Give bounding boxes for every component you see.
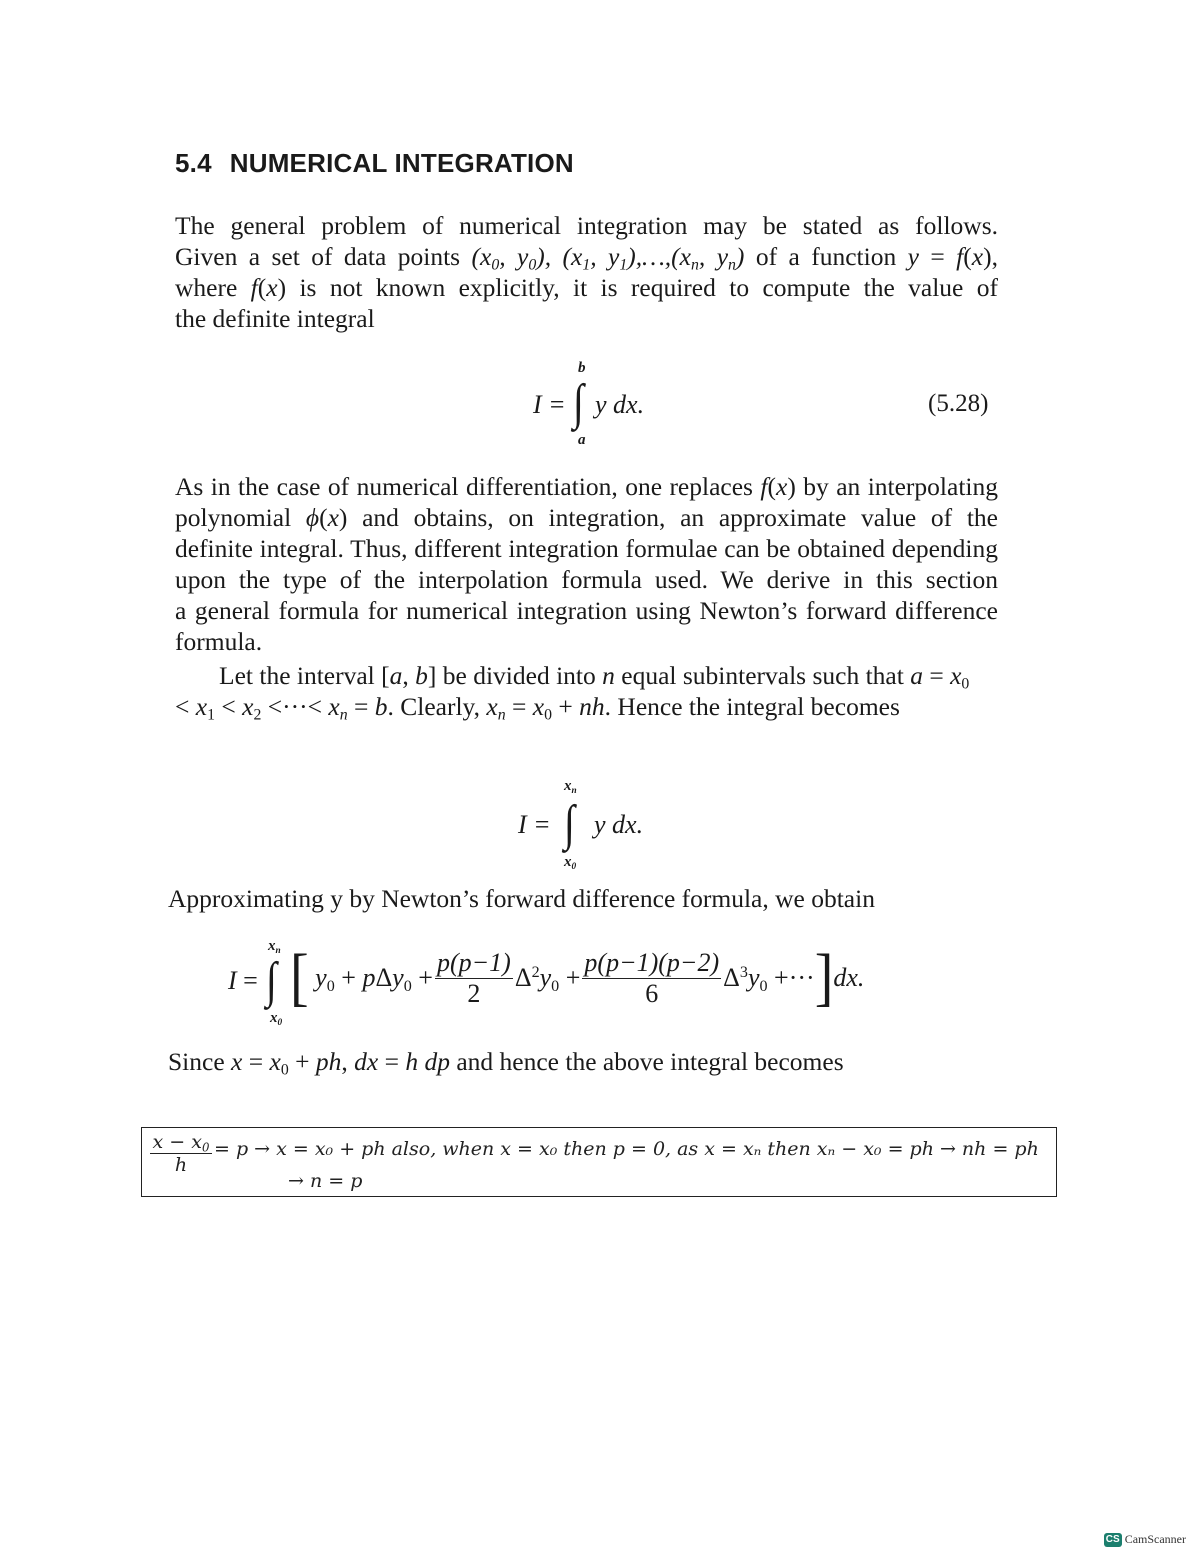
paragraph-line: polynomial ϕ(x) and obtains, on integration, an approximate value of the — [175, 503, 998, 532]
paragraph-line: Given a set of data points ($x_0$, $y_0$), ($x_1$, $y_1),\dots,(x_n$, $y_n$) of a function y = f(x), — [175, 242, 998, 274]
integrand: y dx. — [595, 390, 645, 419]
paragraph-line: a general formula for numerical integration using Newton’s forward difference — [175, 596, 998, 625]
integral-sign: ∫ — [573, 373, 584, 430]
paragraph-line: definite integral. Thus, different integration formulae can be obtained depending — [175, 534, 998, 563]
handwritten-note-box — [141, 1127, 1057, 1197]
right-bracket: ] — [814, 942, 834, 1014]
upper-limit: $x_n$ — [268, 938, 281, 956]
section-title: NUMERICAL INTEGRATION — [229, 148, 574, 178]
paragraph-line: where f(x) is not known explicitly, it is required to compute the value of — [175, 273, 998, 302]
camscanner-logo: CS — [1104, 1533, 1122, 1547]
paragraph-line: The general problem of numerical integration may be stated as follows. — [175, 211, 998, 240]
upper-limit: $x_n$ — [564, 778, 577, 796]
differential: dx. — [833, 963, 865, 992]
note-line-2: → n = p — [288, 1170, 363, 1192]
note-line-1: = p → x = x₀ + ph also, when x = x₀ then p = 0, as x = xₙ then xₙ − x₀ = ph → nh = ph — [214, 1138, 1039, 1160]
lower-limit: a — [578, 432, 586, 448]
paragraph-problem-statement — [175, 210, 998, 334]
integral-sign: ∫ — [564, 794, 575, 851]
paragraph-line: upon the type of the interpolation formula used. We derive in this section — [175, 565, 998, 594]
equation-integral-xn — [518, 778, 658, 873]
integrand: y dx. — [594, 810, 644, 839]
camscanner-text: CamScanner — [1124, 1532, 1186, 1546]
integral-lhs: I = — [518, 810, 551, 839]
section-heading — [175, 148, 574, 179]
fraction-term-3: $\frac{p(p-1)(p-2)}{6}$ — [584, 947, 720, 1008]
upper-limit: b — [578, 360, 586, 376]
paragraph-line: As in the case of numerical differentiation, one replaces f(x) by an interpolating — [175, 472, 998, 501]
paragraph-line: Approximating y by Newton’s forward difference formula, we obtain — [168, 884, 875, 913]
equation-newton-integral — [228, 938, 968, 1033]
integral-lhs: I = — [228, 966, 258, 995]
paragraph-line: < $x_1 < x_2$ <···< $x_n = b$. Clearly, $x_n = x_0$ + nh. Hence the integral becomes — [175, 692, 900, 724]
paragraph-line: formula. — [175, 627, 263, 656]
paragraph-line: Since $x = x_0$ + ph, dx = h dp and hence the above integral becomes — [168, 1047, 844, 1079]
integrand-series: [ $y_0 + p\Delta y_0$ + $\frac{p(p-1)}{2}$ $\Delta^2y_0$ + $\frac{p(p-1)(p-2)}{6}$ $\Delta^3y_0$ +··· ] dx. — [290, 942, 865, 1014]
note-fraction: $x - x_0$ h — [150, 1131, 212, 1176]
left-bracket: [ — [290, 942, 309, 1014]
integral-sign: ∫ — [266, 951, 277, 1008]
paragraph-line: Let the interval [a, b] be divided into n equal subintervals such that $a = x_0$ — [219, 661, 970, 693]
paragraph-approximating — [168, 883, 958, 914]
equation-5-28 — [533, 360, 653, 450]
lower-limit: $x_0$ — [564, 854, 577, 872]
paragraph-interpolation — [175, 471, 998, 657]
paragraph-substitution — [168, 1046, 958, 1077]
lower-limit: $x_0$ — [270, 1010, 283, 1028]
paragraph-interval — [175, 660, 998, 722]
paragraph-line: the definite integral — [175, 304, 375, 333]
equation-number: (5.28) — [928, 390, 989, 417]
camscanner-watermark — [1104, 1532, 1186, 1547]
fraction-term-2: $\frac{p(p-1)}{2}$ — [436, 947, 511, 1008]
section-number: 5.4 — [175, 148, 212, 178]
integral-lhs: I = — [533, 390, 566, 419]
